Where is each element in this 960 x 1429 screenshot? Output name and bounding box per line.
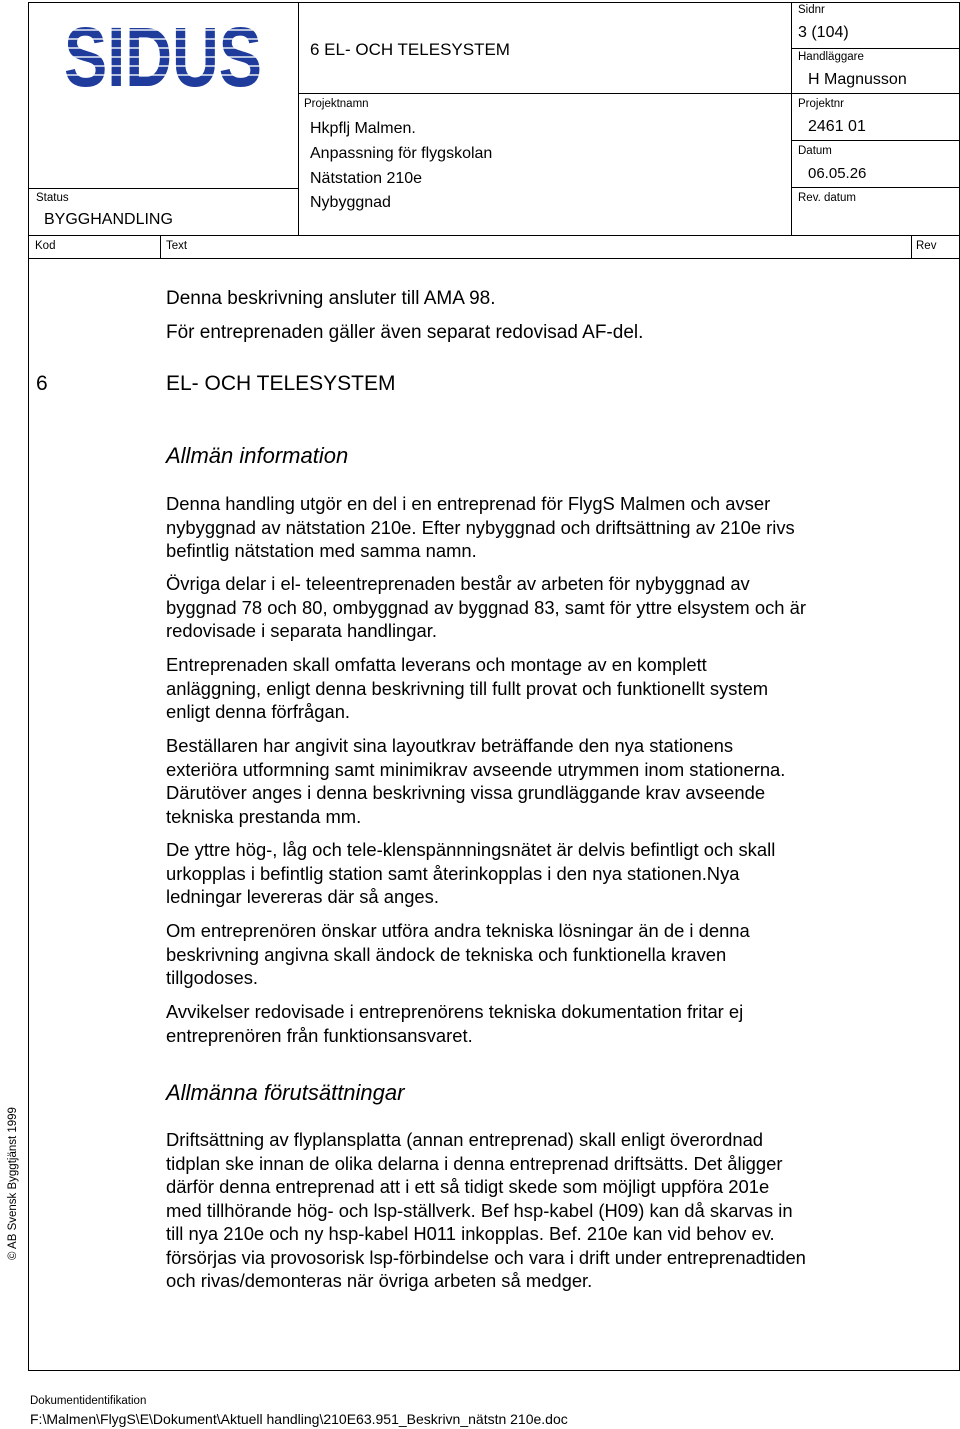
datum-label: Datum — [798, 145, 832, 157]
col-rev: Rev — [916, 240, 937, 252]
handlaggare-value: H Magnusson — [808, 71, 907, 88]
projektnamn-line-2: Anpassning för flygskolan — [310, 145, 493, 162]
logo-text: SIDUS — [64, 10, 262, 104]
sidnr-label: Sidnr — [798, 4, 825, 16]
paragraph-4: Beställaren har angivit sina layoutkrav beträffande den nya stationens exteriöra utformning samt minimikrav avseende utrymmen inom stationerna. Därutöver anges i denna beskrivning vissa grundläggande krav avseende tekniska prestanda mm. — [166, 735, 786, 827]
subsection-title-general: Allmän information — [166, 443, 349, 468]
projektnr-value: 2461 01 — [808, 118, 866, 135]
intro-block — [166, 282, 643, 350]
status-value: BYGGHANDLING — [44, 211, 173, 228]
status-label: Status — [36, 192, 69, 204]
paragraph-6: Om entreprenören önskar utföra andra tekniska lösningar än de i denna beskrivning angivna skall ändock de tekniska och funktionella kraven tillgodoses. — [166, 920, 750, 988]
col-kod: Kod — [35, 240, 56, 252]
section-title: EL- OCH TELESYSTEM — [166, 372, 396, 395]
sidnr-value: 3 (104) — [798, 24, 849, 41]
projektnr-label: Projektnr — [798, 98, 845, 110]
intro-line-1: Denna beskrivning ansluter till AMA 98. — [166, 288, 496, 309]
sidus-logo — [62, 10, 264, 104]
subsection-title-prerequisites: Allmänna förutsättningar — [166, 1080, 405, 1105]
intro-line-2: För entreprenaden gäller även separat redovisad AF-del. — [166, 322, 644, 343]
handlaggare-label: Handläggare — [798, 51, 864, 63]
section-code: 6 — [36, 372, 48, 395]
paragraph-1: Denna handling utgör en del i en entreprenad för FlygS Malmen och avser nybyggnad av nätstation 210e. Efter nybyggnad och driftsättning av 210e rivs befintlig nätstation med samma namn. — [166, 493, 795, 561]
copyright-vertical: © AB Svensk Byggtjänst 1999 — [7, 1107, 19, 1260]
col-text: Text — [166, 240, 188, 252]
chapter-title: 6 EL- OCH TELESYSTEM — [310, 40, 510, 59]
paragraph-2: Övriga delar i el- teleentreprenaden består av arbeten för nybyggnad av byggnad 78 och 80, ombyggnad av byggnad 83, samt för yttre elsystem och är redovisade i separata handlingar. — [166, 573, 806, 641]
footer-path: F:\Malmen\FlygS\E\Dokument\Aktuell handling\210E63.951_Beskrivn_nätstn 210e.doc — [30, 1411, 568, 1427]
projektnamn-line-4: Nybyggnad — [310, 194, 391, 211]
paragraph-7: Avvikelser redovisade i entreprenörens tekniska dokumentation fritar ej entreprenören från funktionsansvaret. — [166, 1001, 744, 1046]
projektnamn-line-3: Nätstation 210e — [310, 170, 423, 187]
projektnamn-label: Projektnamn — [304, 98, 369, 110]
projektnamn-line-1: Hkpflj Malmen. — [310, 120, 416, 137]
paragraph-5: De yttre hög-, låg och tele-klenspännningsnätet är delvis befintligt och skall urkopplas i befintlig station samt återinkopplas i den nya stationen.Nya ledningar levereras där så anges. — [166, 839, 776, 907]
paragraph-3: Entreprenaden skall omfatta leverans och montage av en komplett anläggning, enligt denna beskrivning till fullt provat och funktionellt system enligt denna förfrågan. — [166, 654, 769, 722]
paragraph-8: Driftsättning av flyplansplatta (annan entreprenad) skall enligt överordnad tidplan ske innan de olika delarna i denna entreprenad driftsätts. Det åligger därför denna entreprenad att i ett så tidigt skede som möjligt uppföra 201e med tillhörande hög- och lsp-ställverk. Bef hsp-kabel (H09) kan då skarvas in till nya 210e och ny hsp-kabel H011 inkopplas. Bef. 210e kan vid behov ev. försörjas via provosorisk lsp-förbindelse och vara i drift under entreprenadtiden och rivas/demonteras när övriga arbeten så medger. — [166, 1129, 806, 1291]
revdatum-label: Rev. datum — [798, 192, 856, 204]
footer-label: Dokumentidentifikation — [30, 1395, 147, 1407]
datum-value: 06.05.26 — [808, 165, 867, 182]
